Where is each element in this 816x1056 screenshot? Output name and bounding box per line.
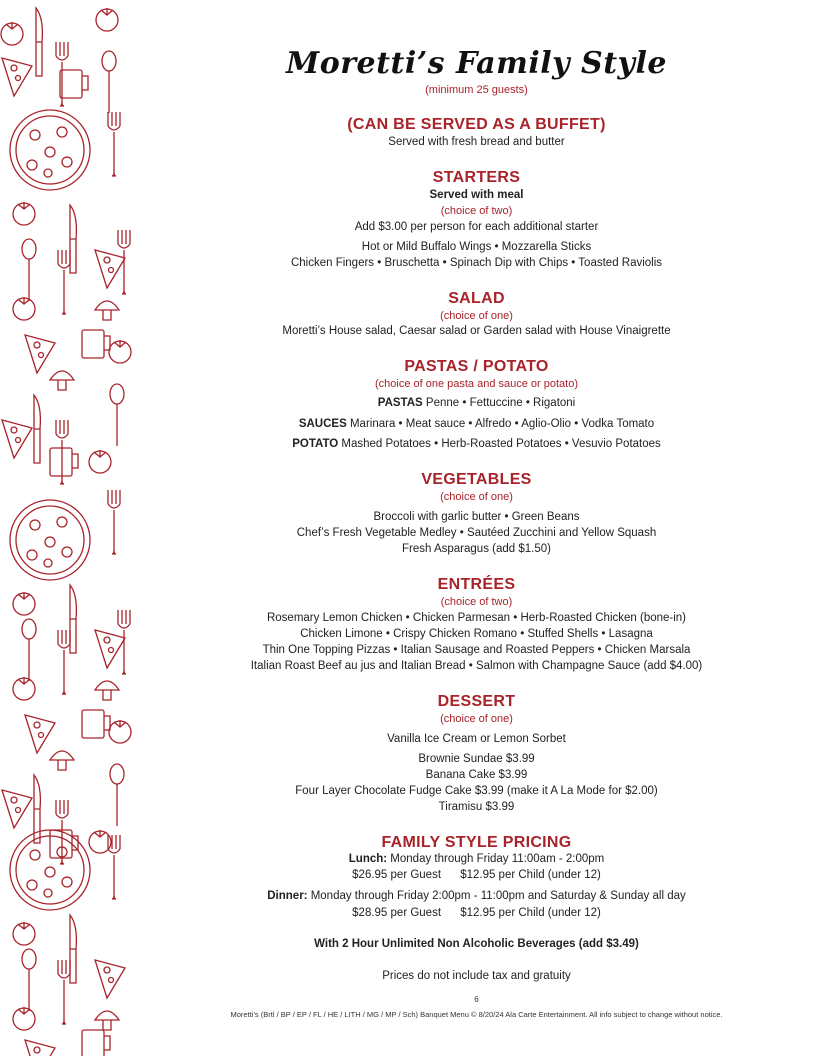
menu-page bbox=[137, 0, 816, 1056]
buffet-note: Served with fresh bread and butter bbox=[388, 136, 565, 148]
menu-subtitle: (minimum 25 guests) bbox=[425, 84, 528, 96]
sauces-label: SAUCES bbox=[298, 418, 347, 430]
salad-line-1: Moretti’s House salad, Caesar salad or Garden salad with House Vinaigrette bbox=[282, 325, 671, 337]
dessert-choice: (choice of one) bbox=[440, 713, 513, 725]
dessert-line-5: Tiramisu $3.99 bbox=[438, 801, 515, 813]
dessert-line-2: Brownie Sundae $3.99 bbox=[418, 753, 535, 765]
lunch-prices: $26.95 per Guest $12.95 per Child (under 12) bbox=[352, 869, 601, 881]
dessert-line-3: Banana Cake $3.99 bbox=[425, 769, 528, 781]
pastas-label: PASTAS bbox=[377, 397, 423, 409]
entrees-choice: (choice of two) bbox=[440, 596, 513, 608]
entrees-line-2: Chicken Limone • Crispy Chicken Romano • Stuffed Shells • Lasagna bbox=[300, 628, 653, 640]
potato-row bbox=[137, 438, 816, 450]
starters-choice: (choice of two) bbox=[440, 205, 513, 217]
dinner-row bbox=[137, 890, 816, 902]
decorative-food-pattern bbox=[0, 0, 137, 1056]
vegetables-line-1: Broccoli with garlic butter • Green Beans bbox=[373, 511, 580, 523]
lunch-row bbox=[137, 853, 816, 865]
vegetables-heading: VEGETABLES bbox=[421, 471, 532, 488]
dinner-prices: $28.95 per Guest $12.95 per Child (under 12) bbox=[352, 907, 601, 919]
starters-addon: Add $3.00 per person for each additional starter bbox=[354, 221, 599, 233]
pastas-row bbox=[137, 397, 816, 409]
salad-heading: SALAD bbox=[448, 290, 505, 307]
potato-label: POTATO bbox=[292, 438, 339, 450]
pattern-graphic bbox=[0, 0, 137, 1056]
starters-line-2: Chicken Fingers • Bruschetta • Spinach Dip with Chips • Toasted Raviolis bbox=[290, 257, 663, 269]
dessert-heading: DESSERT bbox=[437, 693, 516, 710]
buffet-heading: (CAN BE SERVED AS A BUFFET) bbox=[347, 116, 606, 133]
dinner-hours: Monday through Friday 2:00pm - 11:00pm and Saturday & Sunday all day bbox=[310, 890, 686, 902]
entrees-line-1: Rosemary Lemon Chicken • Chicken Parmesan • Herb-Roasted Chicken (bone-in) bbox=[266, 612, 687, 624]
lunch-hours: Monday through Friday 11:00am - 2:00pm bbox=[390, 853, 605, 865]
vegetables-choice: (choice of one) bbox=[440, 491, 513, 503]
starters-heading: STARTERS bbox=[432, 169, 521, 186]
pastas-choice: (choice of one pasta and sauce or potato) bbox=[374, 378, 579, 390]
entrees-line-3: Thin One Topping Pizzas • Italian Sausage and Roasted Peppers • Chicken Marsala bbox=[262, 644, 691, 656]
tax-note: Prices do not include tax and gratuity bbox=[382, 970, 571, 982]
page-number: 6 bbox=[474, 995, 479, 1004]
pastas-heading: PASTAS / POTATO bbox=[404, 358, 549, 375]
pattern-tile-1 bbox=[1, 8, 131, 484]
pastas-items: Penne • Fettuccine • Rigatoni bbox=[425, 397, 576, 409]
pattern-tile-3 bbox=[10, 830, 125, 1056]
beverages-note: With 2 Hour Unlimited Non Alcoholic Beverages (add $3.49) bbox=[314, 938, 639, 950]
starters-served: Served with meal bbox=[429, 189, 524, 201]
entrees-line-4: Italian Roast Beef au jus and Italian Bread • Salmon with Champagne Sauce (add $4.00) bbox=[250, 660, 703, 672]
footer-text: Moretti’s (Brtl / BP / EP / FL / HE / LITH / MG / MP / Sch) Banquet Menu © 8/20/24 Ala Carte Entertainment. All info subject to change without notice. bbox=[230, 1010, 723, 1019]
vegetables-line-2: Chef’s Fresh Vegetable Medley • Sautéed Zucchini and Yellow Squash bbox=[296, 527, 657, 539]
potato-items: Mashed Potatoes • Herb-Roasted Potatoes • Vesuvio Potatoes bbox=[341, 438, 661, 450]
vegetables-line-3: Fresh Asparagus (add $1.50) bbox=[402, 543, 551, 555]
lunch-label: Lunch: bbox=[348, 853, 388, 865]
salad-choice: (choice of one) bbox=[440, 310, 513, 322]
dessert-line-4: Four Layer Chocolate Fudge Cake $3.99 (make it A La Mode for $2.00) bbox=[295, 785, 658, 797]
pattern-tile-2 bbox=[2, 490, 131, 864]
pricing-heading: FAMILY STYLE PRICING bbox=[381, 834, 572, 851]
menu-title: Moretti’s Family Style bbox=[286, 46, 667, 81]
dinner-label: Dinner: bbox=[267, 890, 308, 902]
entrees-heading: ENTRÉES bbox=[437, 576, 516, 593]
sauces-items: Marinara • Meat sauce • Alfredo • Aglio-Olio • Vodka Tomato bbox=[349, 418, 655, 430]
sauces-row bbox=[137, 418, 816, 430]
starters-line-1: Hot or Mild Buffalo Wings • Mozzarella Sticks bbox=[361, 241, 592, 253]
dessert-line-1: Vanilla Ice Cream or Lemon Sorbet bbox=[387, 733, 566, 745]
